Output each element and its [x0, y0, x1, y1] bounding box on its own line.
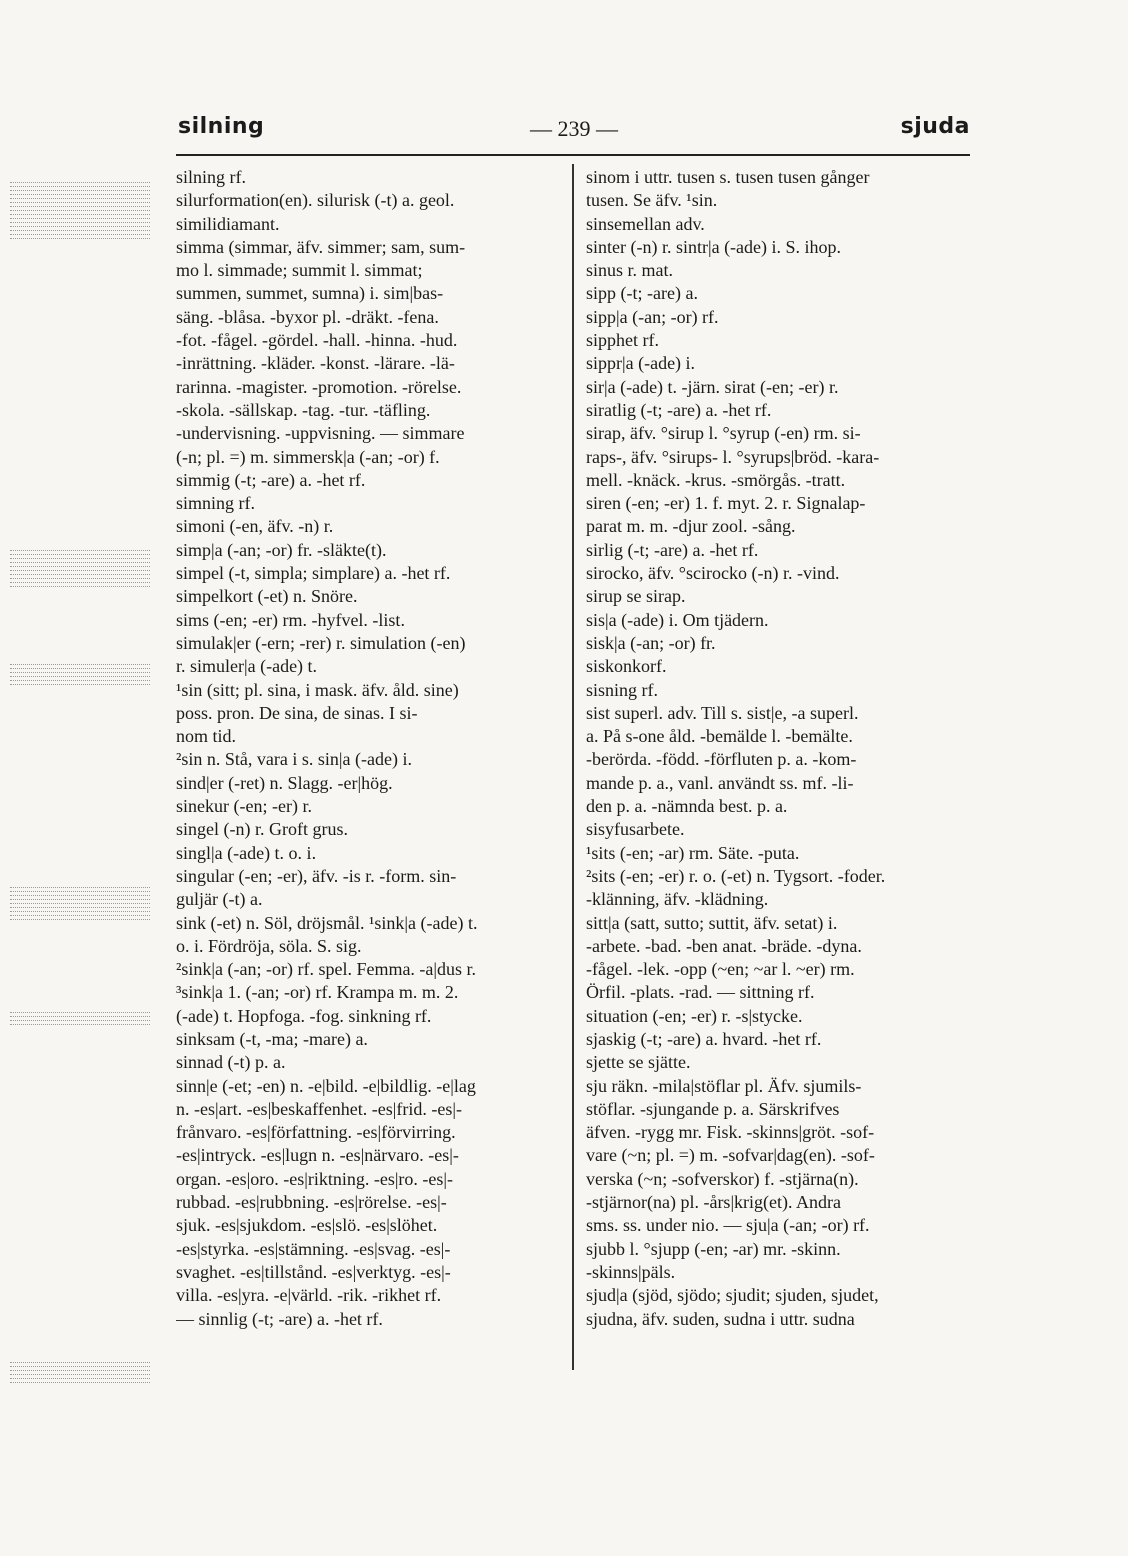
- dictionary-entry-line: sinksam (-t, -ma; -mare) a.: [176, 1028, 368, 1049]
- margin-bleed: [10, 885, 150, 923]
- dictionary-entry-line: (-n; pl. =) m. simmersk|a (-an; -or) f.: [176, 446, 440, 467]
- dictionary-entry-line: raps-, äfv. °sirups- l. °syrups|bröd. -kara-: [586, 446, 880, 467]
- dictionary-entry-line: mell. -knäck. -krus. -smörgås. -tratt.: [586, 469, 846, 490]
- margin-bleed: [10, 1010, 150, 1028]
- dictionary-entry-line: sisyfusarbete.: [586, 819, 685, 840]
- dictionary-entry-line: äfven. -rygg mr. Fisk. -skinns|gröt. -sof-: [586, 1122, 875, 1143]
- dictionary-entry-line: o. i. Fördröja, söla. S. sig.: [176, 935, 362, 956]
- dictionary-entry-line: sitt|a (satt, sutto; suttit, äfv. setat) i.: [586, 912, 838, 933]
- margin-bleed: [10, 1360, 150, 1386]
- dictionary-entry-line: sinekur (-en; -er) r.: [176, 796, 312, 817]
- dictionary-entry-line: rarinna. -magister. -promotion. -rörelse.: [176, 376, 462, 397]
- dictionary-entry-line: svaghet. -es|tillstånd. -es|verktyg. -es|-: [176, 1261, 451, 1282]
- dictionary-entry-line: rubbad. -es|rubbning. -es|rörelse. -es|-: [176, 1192, 447, 1213]
- dictionary-entry-line: n. -es|art. -es|beskaffenhet. -es|frid. -es|-: [176, 1098, 462, 1119]
- dictionary-entry-line: simp|a (-an; -or) fr. -släkte(t).: [176, 539, 387, 560]
- dictionary-entry-line: -inrättning. -kläder. -konst. -lärare. -lä-: [176, 353, 455, 374]
- left-guide-word: silning: [178, 114, 265, 139]
- dictionary-entry-line: -es|intryck. -es|lugn n. -es|närvaro. -es|-: [176, 1145, 459, 1166]
- right-guide-word: sjuda: [900, 114, 970, 139]
- dictionary-entry-line: siren (-en; -er) 1. f. myt. 2. r. Signalap-: [586, 493, 866, 514]
- dictionary-entry-line: singel (-n) r. Groft grus.: [176, 819, 348, 840]
- dictionary-entry-line: sipp (-t; -are) a.: [586, 283, 698, 304]
- dictionary-entry-line: -berörda. -född. -förfluten p. a. -kom-: [586, 749, 857, 770]
- running-header: [178, 114, 970, 150]
- dictionary-entry-line: vare (~n; pl. =) m. -sofvar|dag(en). -sof-: [586, 1145, 875, 1166]
- dictionary-entry-line: ¹sits (-en; -ar) rm. Säte. -puta.: [586, 842, 800, 863]
- dictionary-entry-line: -klänning, äfv. -klädning.: [586, 889, 769, 910]
- dictionary-entry-line: a. På s-one åld. -bemälde l. -bemälte.: [586, 726, 853, 747]
- margin-bleed: [10, 548, 150, 590]
- margin-bleed: [10, 662, 150, 688]
- dictionary-entry-line: singular (-en; -er), äfv. -is r. -form. sin-: [176, 865, 457, 886]
- dictionary-entry-line: sirup se sirap.: [586, 586, 686, 607]
- dictionary-entry-line: sisk|a (-an; -or) fr.: [586, 632, 716, 653]
- dictionary-entry-line: säng. -blåsa. -byxor pl. -dräkt. -fena.: [176, 306, 439, 327]
- dictionary-entry-line: sippr|a (-ade) i.: [586, 353, 696, 374]
- dictionary-entry-line: silning rf.: [176, 167, 246, 187]
- dictionary-entry-line: sinom i uttr. tusen s. tusen tusen gånger: [586, 167, 870, 187]
- dictionary-entry-line: frånvaro. -es|författning. -es|förvirring.: [176, 1122, 456, 1143]
- dictionary-entry-line: sms. ss. under nio. — sju|a (-an; -or) rf.: [586, 1215, 870, 1236]
- dictionary-entry-line: sis|a (-ade) i. Om tjädern.: [586, 609, 769, 630]
- left-column: [176, 166, 564, 1331]
- dictionary-entry-line: -stjärnor(na) pl. -års|krig(et). Andra: [586, 1192, 842, 1213]
- dictionary-entry-line: -undervisning. -uppvisning. — simmare: [176, 423, 465, 444]
- dictionary-entry-line: sinsemellan adv.: [586, 213, 705, 234]
- dictionary-entry-line: ³sink|a 1. (-an; -or) rf. Krampa m. m. 2.: [176, 982, 459, 1003]
- header-rule: [176, 154, 970, 156]
- dictionary-entry-line: sir|a (-ade) t. -järn. sirat (-en; -er) r.: [586, 376, 839, 397]
- dictionary-entry-line: sju räkn. -mila|stöflar pl. Äfv. sjumils-: [586, 1075, 862, 1096]
- dictionary-entry-line: sind|er (-ret) n. Slagg. -er|hög.: [176, 772, 393, 793]
- dictionary-entry-line: sinn|e (-et; -en) n. -e|bild. -e|bildlig. -e|lag: [176, 1075, 476, 1096]
- dictionary-entry-line: sink (-et) n. Söl, dröjsmål. ¹sink|a (-ade) t.: [176, 912, 478, 933]
- dictionary-entry-line: sist superl. adv. Till s. sist|e, -a superl.: [586, 702, 859, 723]
- dictionary-entry-line: sinnad (-t) p. a.: [176, 1052, 286, 1073]
- dictionary-entry-line: poss. pron. De sina, de sinas. I si-: [176, 702, 418, 723]
- dictionary-entry-line: ²sits (-en; -er) r. o. (-et) n. Tygsort. -foder.: [586, 865, 886, 886]
- dictionary-entry-line: sinus r. mat.: [586, 260, 674, 281]
- dictionary-entry-line: siratlig (-t; -are) a. -het rf.: [586, 399, 772, 420]
- dictionary-entry-line: sipp|a (-an; -or) rf.: [586, 306, 719, 327]
- dictionary-entry-line: sipphet rf.: [586, 330, 659, 351]
- dictionary-entry-line: sjubb l. °sjupp (-en; -ar) mr. -skinn.: [586, 1238, 841, 1259]
- dictionary-entry-line: sjudna, äfv. suden, sudna i uttr. sudna: [586, 1308, 855, 1329]
- dictionary-entry-line: similidiamant.: [176, 213, 280, 234]
- dictionary-entry-line: sjuk. -es|sjukdom. -es|slö. -es|slöhet.: [176, 1215, 438, 1236]
- dictionary-entry-line: singl|a (-ade) t. o. i.: [176, 842, 317, 863]
- dictionary-entry-line: ¹sin (sitt; pl. sina, i mask. äfv. åld. sine): [176, 679, 459, 700]
- dictionary-entry-line: -es|styrka. -es|stämning. -es|svag. -es|-: [176, 1238, 451, 1259]
- dictionary-entry-line: -arbete. -bad. -ben anat. -bräde. -dyna.: [586, 935, 862, 956]
- dictionary-entry-line: -fågel. -lek. -opp (~en; ~ar l. ~er) rm.: [586, 959, 855, 980]
- dictionary-entry-line: -skinns|päls.: [586, 1261, 676, 1282]
- right-column: [586, 166, 972, 1331]
- dictionary-entry-line: sjud|a (sjöd, sjödo; sjudit; sjuden, sjudet,: [586, 1285, 879, 1306]
- dictionary-entry-line: simmig (-t; -are) a. -het rf.: [176, 469, 366, 490]
- dictionary-entry-line: mo l. simmade; summit l. simmat;: [176, 260, 423, 281]
- dictionary-entry-line: sirap, äfv. °sirup l. °syrup (-en) rm. si-: [586, 423, 861, 444]
- dictionary-entry-line: verska (~n; -sofverskor) f. -stjärna(n).: [586, 1168, 859, 1189]
- dictionary-entry-line: -fot. -fågel. -gördel. -hall. -hinna. -hud.: [176, 330, 458, 351]
- dictionary-entry-line: tusen. Se äfv. ¹sin.: [586, 190, 718, 211]
- dictionary-entry-line: sisning rf.: [586, 679, 658, 700]
- dictionary-entry-line: ²sin n. Stå, vara i s. sin|a (-ade) i.: [176, 749, 412, 770]
- dictionary-entry-line: nom tid.: [176, 726, 237, 747]
- dictionary-entry-line: organ. -es|oro. -es|riktning. -es|ro. -es|-: [176, 1168, 454, 1189]
- dictionary-entry-line: r. simuler|a (-ade) t.: [176, 656, 318, 677]
- dictionary-entry-line: sims (-en; -er) rm. -hyfvel. -list.: [176, 609, 405, 630]
- dictionary-entry-line: simpelkort (-et) n. Snöre.: [176, 586, 358, 607]
- dictionary-entry-line: simning rf.: [176, 493, 255, 514]
- dictionary-entry-line: ²sink|a (-an; -or) rf. spel. Femma. -a|dus r.: [176, 959, 477, 980]
- dictionary-entry-line: situation (-en; -er) r. -s|stycke.: [586, 1005, 803, 1026]
- dictionary-entry-line: Örfil. -plats. -rad. — sittning rf.: [586, 982, 815, 1003]
- dictionary-entry-line: parat m. m. -djur zool. -sång.: [586, 516, 796, 537]
- dictionary-entry-line: — sinnlig (-t; -are) a. -het rf.: [176, 1308, 383, 1329]
- dictionary-entry-line: (-ade) t. Hopfoga. -fog. sinkning rf.: [176, 1005, 432, 1026]
- dictionary-entry-line: siskonkorf.: [586, 656, 667, 677]
- dictionary-entry-line: summen, summet, sumna) i. sim|bas-: [176, 283, 444, 304]
- dictionary-entry-line: guljär (-t) a.: [176, 889, 263, 910]
- dictionary-entry-line: sjaskig (-t; -are) a. hvard. -het rf.: [586, 1028, 822, 1049]
- dictionary-entry-line: simulak|er (-ern; -rer) r. simulation (-en): [176, 632, 466, 653]
- dictionary-entry-line: sirlig (-t; -are) a. -het rf.: [586, 539, 759, 560]
- dictionary-entry-line: silurformation(en). silurisk (-t) a. geol.: [176, 190, 455, 211]
- page-number: — 239 —: [530, 116, 618, 141]
- dictionary-entry-line: sjette se sjätte.: [586, 1052, 691, 1073]
- column-divider: [572, 164, 574, 1370]
- dictionary-entry-line: simoni (-en, äfv. -n) r.: [176, 516, 334, 537]
- dictionary-entry-line: stöflar. -sjungande p. a. Särskrifves: [586, 1098, 840, 1119]
- dictionary-entry-line: sinter (-n) r. sintr|a (-ade) i. S. ihop.: [586, 236, 842, 257]
- dictionary-entry-line: villa. -es|yra. -e|värld. -rik. -rikhet rf.: [176, 1285, 442, 1306]
- dictionary-entry-line: simpel (-t, simpla; simplare) a. -het rf.: [176, 563, 451, 584]
- dictionary-entry-line: simma (simmar, äfv. simmer; sam, sum-: [176, 236, 466, 257]
- dictionary-entry-line: sirocko, äfv. °scirocko (-n) r. -vind.: [586, 563, 840, 584]
- dictionary-entry-line: den p. a. -nämnda best. p. a.: [586, 796, 788, 817]
- margin-bleed: [10, 180, 150, 242]
- dictionary-entry-line: -skola. -sällskap. -tag. -tur. -täfling.: [176, 399, 431, 420]
- dictionary-entry-line: mande p. a., vanl. användt ss. mf. -li-: [586, 772, 854, 793]
